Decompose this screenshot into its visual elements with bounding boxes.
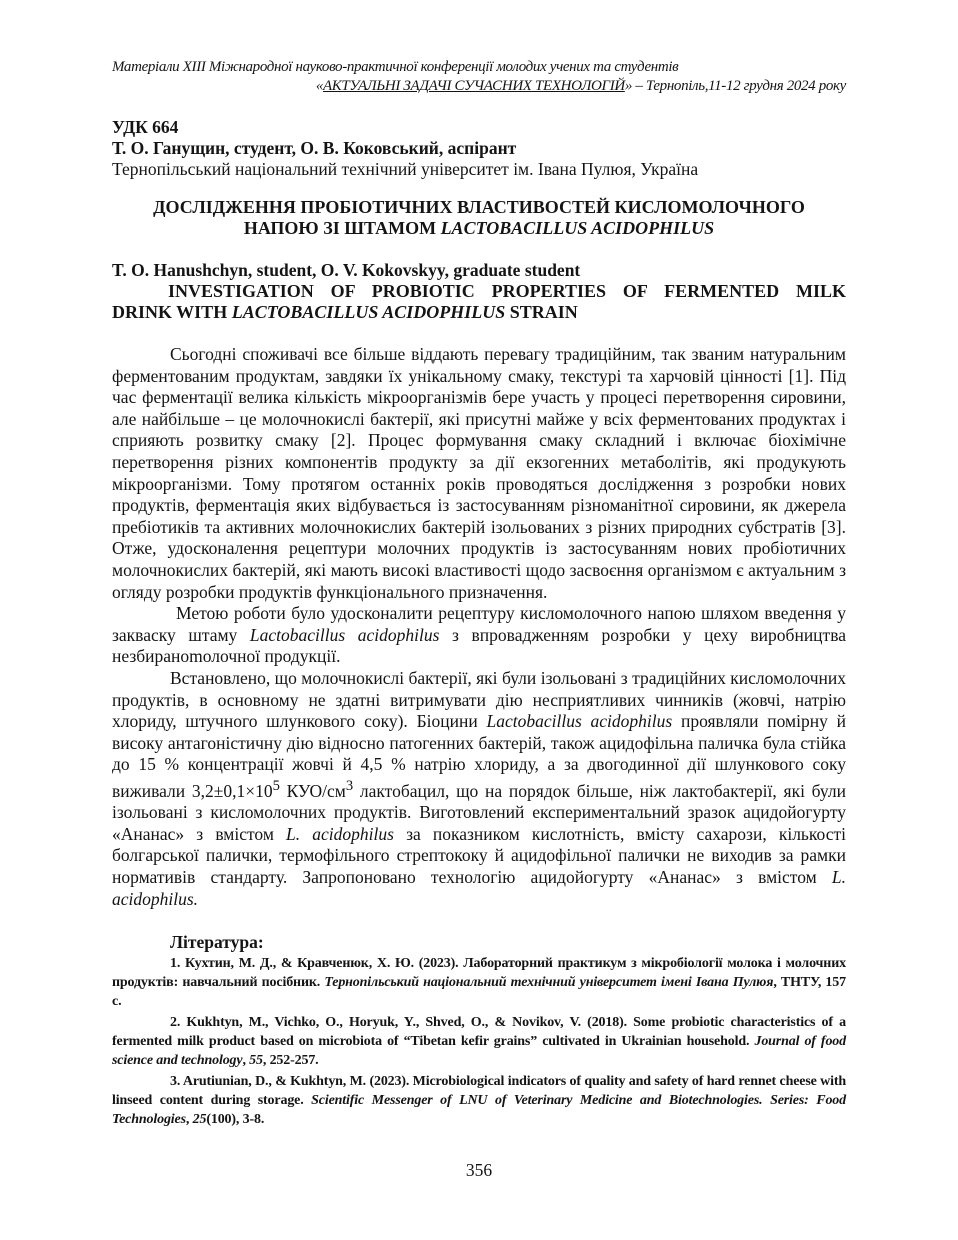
p3-text-a: Встановлено, що молочнокислі бактерії, які були ізольовані з традиційних кисломолочних продуктів, в основному не здатні витримувати дію несприятливих чинників (жовчі, натрію хлориду, штучного шлункового соку). Біоцини [112, 667, 846, 732]
ref3-text-a: 3. Arutiunian, D., & Kukhtyn, M. (2023). Microbiological indicators of quality and safety of hard rennet cheese with linseed content during storage. [112, 1074, 846, 1108]
p2-text-b: з впровадженням розробки у цеху виробництва незбиранomолочної продукції. [112, 624, 846, 667]
p2-species: Lactobacillus acidophilus [249, 624, 440, 645]
ref3-volume: 25 [192, 1112, 207, 1127]
p3-species-2: L. acidophilus [286, 823, 394, 844]
udk-code: УДК 664 [112, 117, 179, 137]
article-body [112, 344, 846, 910]
conference-name: АКТУАЛЬНІ ЗАДАЧІ СУЧАСНИХ ТЕХНОЛОГІЙ [322, 78, 625, 94]
ref2-text-c: , 252-257. [262, 1053, 319, 1068]
title-en-line1: INVESTIGATION OF PROBIOTIC PROPERTIES OF FERMENTED MILK [168, 281, 846, 301]
ref2-journal: Journal of food science and technology [112, 1034, 846, 1068]
article-meta [112, 117, 846, 180]
references-heading: Література: [170, 932, 264, 952]
conference-header-line1: Матеріали XIII Міжнародної науково-практичної конференції молодих учених та студентів [112, 59, 679, 75]
ref3-text-b: , [185, 1112, 193, 1127]
p3-exponent-1: 5 [272, 777, 280, 794]
authors-en: T. O. Hanushchyn, student, O. V. Kokovskyy, graduate student [112, 260, 581, 280]
reference-item-2 [112, 1013, 846, 1070]
p3-text-d: лактобацил, що на порядок більше, ніж лактобактерії, які були ізольовані з кисломолочних продуктів. Виготовлений експериментальний зразок ацидойогурту «Ананас» з вмістом [112, 780, 846, 844]
p3-text-e: за показником кислотність, вмісту сахарози, кількості болгарської палички, термофільного стрептококу й ацидофільної палички не виходив за рамки нормативів стандарту. Запропоновано технологію ацидойогурту «Ананас» з вмістом [112, 823, 846, 888]
ref2-text-b: , [242, 1053, 250, 1068]
reference-item-3 [112, 1072, 846, 1129]
ref1-text-a: 1. Кухтин, М. Д., & Кравченюк, Х. Ю. (2023). Лабораторний практикум з мікробіології молока і молочних продуктів: навчальний посібник. [112, 956, 846, 990]
title-ua-line2-plain: НАПОЮ ЗІ ШТАМОМ [243, 218, 441, 238]
title-en-line2-a: DRINK WITH [112, 302, 232, 322]
conference-header [112, 58, 846, 96]
reference-item-1 [112, 954, 846, 1011]
page-number: 356 [465, 1160, 493, 1180]
p2-text-a: Метою роботи було удосконалити рецептуру кисломолочного напою шляхом введення у закваску штаму [112, 603, 846, 645]
body-paragraph-2 [112, 603, 846, 668]
ref3-text-c: (100), 3-8. [206, 1112, 265, 1127]
title-ua-species: LACTOBACILLUS ACIDOPHILUS [440, 218, 715, 238]
p3-exponent-2: 3 [345, 777, 354, 794]
p3-text-b: проявляли помірну й високу антагоністичну дію відносно патогенних бактерій, також ацидофільна паличка була стійка до 15 % концентрації жовчі й 4,5 % натрію хлориду, а за двогодинної дії шлункового соку виживали 3,2±0,1×10 [112, 711, 846, 801]
ref2-text-a: 2. Kukhtyn, M., Vichko, O., Horyuk, Y., Shved, O., & Novikov, V. (2018). Some probiotic characteristics of a fermented milk product based on microbiota of “Tibetan kefir grains” cultivated in Ukrainian household. [112, 1015, 846, 1049]
affiliation: Тернопільський національний технічний університет ім. Івана Пулюя, Україна [112, 159, 699, 179]
title-en-species: LACTOBACILLUS ACIDOPHILUS [231, 302, 506, 322]
body-paragraph-3 [112, 668, 846, 910]
p3-species-1: Lactobacillus acidophilus [486, 711, 673, 732]
references [112, 932, 846, 1129]
title-en-line2-b: STRAIN [505, 302, 578, 322]
p3-species-3: L. acidophilus. [112, 867, 846, 909]
p3-text-c: КУО/см [279, 780, 346, 801]
ref1-text-b: , ТНТУ, 157 с. [112, 975, 846, 1009]
ref3-journal: Scientific Messenger of LNU of Veterinary Medicine and Biotechnologies. Series: Food Technologies [112, 1093, 846, 1127]
title-ua-line1: ДОСЛІДЖЕННЯ ПРОБІОТИЧНИХ ВЛАСТИВОСТЕЙ КИСЛОМОЛОЧНОГО [153, 197, 805, 217]
title-en-line2 [112, 302, 846, 323]
quote-open: « [315, 78, 323, 94]
conference-header-line2 [112, 77, 846, 96]
authors-ua: Т. О. Ганущин, студент, О. В. Коковський, аспірант [112, 138, 517, 158]
body-paragraph-1: Сьогодні споживачі все більше віддають перевагу традиційним, так званим натуральним ферментованим продуктам, завдяки їх унікальному смаку, текстурі та харчовій цінності [1]. Під час ферментації велика кількість мікроорганізмів бере участь у процесі перетворення сировини, але найбільше – це молочнокислі бактерії, які присутні майже у всіх ферментованих продуктах і сприяють розвитку смаку [2]. Процес формування смаку складний і включає біохімічне перетворення різних компонентів продукту за дії екзогенних метаболітів, які продукують мікроорганізми. Тому протягом останніх років проводяться дослідження з розробки нових продуктів, ферментація яких відбувається із застосуванням різноманітної сировини, як джерела пребіотиків та активних молочнокислих бактерій ізольованих з різних природних субстратів [3]. Отже, удосконалення рецептури молочних продуктів із застосуванням нових пробіотичних молочнокислих бактерій, які мають високі властивості щодо засвоєння організмом є актуальним з огляду розробки продуктів функціонального призначення. [112, 344, 846, 602]
ref1-source: Тернопільський національний технічний університет імені Івана Пулюя [324, 975, 774, 990]
title-ua-line2 [112, 218, 846, 239]
ref2-volume: 55 [249, 1053, 263, 1068]
title-en [112, 281, 846, 323]
title-ua [112, 197, 846, 239]
conference-place-date: » – Тернопіль,11-12 грудня 2024 року [624, 78, 846, 94]
